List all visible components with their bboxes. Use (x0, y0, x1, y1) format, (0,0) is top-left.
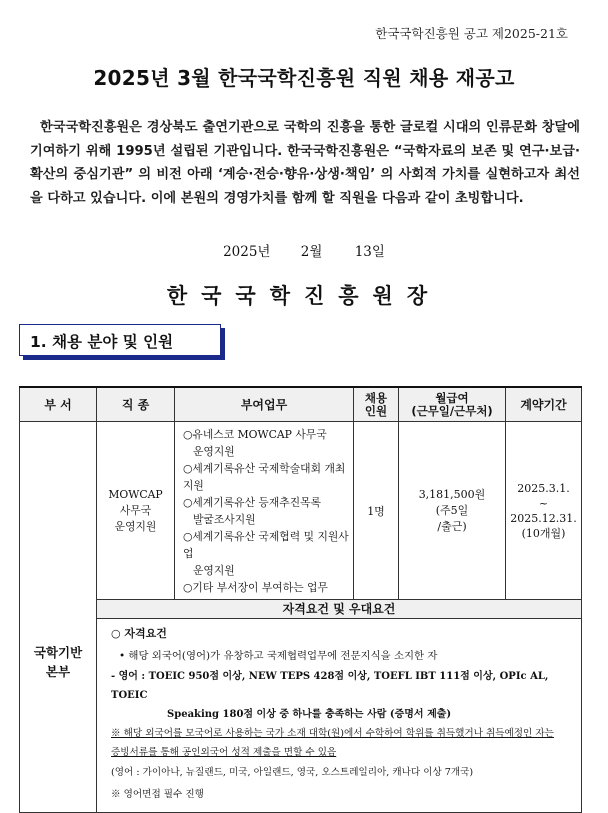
col-header-department: 부 서 (20, 387, 97, 422)
qualifications-body (97, 618, 581, 812)
cell-headcount: 1명 (354, 422, 399, 600)
exemption-note-line: 증빙서류를 통해 공인외국어 성적 제출을 면할 수 있음 (111, 747, 337, 758)
col-header-contract: 계약기간 (506, 387, 582, 422)
recruitment-table (19, 386, 582, 813)
cell-duties (175, 422, 354, 600)
qualification-section-title: ○ 자격요건 (111, 627, 167, 640)
section-heading-box (19, 324, 221, 356)
english-requirement-line: Speaking 180점 이상 중 하나를 충족하는 사람 (증명서 제출) (167, 709, 452, 720)
interview-note: ※ 영어면접 필수 진행 (111, 789, 204, 800)
english-requirement (111, 667, 571, 724)
col-header-duties: 부여업무 (175, 387, 354, 422)
duty-item: ○기타 부서장이 부여하는 업무 (183, 581, 328, 594)
duty-item: 발굴조사지원 (193, 513, 256, 526)
exemption-note-line: ※ 해당 외국어를 모국어로 사용하는 국가 소재 대학(원)에서 수학하여 학위를 취득했거나 취득예정인 자는 (111, 728, 554, 739)
qualifications-header: 자격요건 및 우대요건 (97, 600, 581, 618)
col-header-job-type: 직 종 (97, 387, 175, 422)
english-requirement-line: - 영어 : TOEIC 950점 이상, NEW TEPS 428점 이상, TOEFL IBT 111점 이상, OPIc AL, TOEIC (111, 671, 549, 701)
duty-item: ○유네스코 MOWCAP 사무국 (183, 428, 327, 441)
signer: 한국국학진흥원장 (166, 283, 442, 308)
country-list: (영어 : 가이아나, 뉴질랜드, 미국, 아일랜드, 영국, 오스트레일리아, 캐나다 이상 7개국) (111, 767, 474, 778)
date-month: 2월 (300, 244, 323, 260)
exemption-note (111, 724, 571, 762)
col-header-salary: 월급여 (근무일/근무처) (399, 387, 506, 422)
qualification-bullet: • 해당 외국어(영어)가 유창하고 국제협력업무에 전문지식을 소지한 자 (119, 650, 438, 662)
cell-contract: 2025.3.1. ~ 2025.12.31. (10개월) (506, 422, 582, 600)
col-header-headcount: 채용 인원 (354, 387, 399, 422)
duty-item: ○세계기록유산 국제협력 및 지원사업 (183, 530, 349, 560)
duty-item: ○세계기록유산 등재추진목록 (183, 496, 322, 509)
cell-job-type: MOWCAP 사무국 운영지원 (97, 422, 175, 600)
notice-number: 한국국학진흥원 공고 제2025-21호 (375, 26, 568, 41)
page-title: 2025년 3월 한국국학진흥원 직원 채용 재공고 (93, 66, 515, 90)
cell-department: 국학기반 본부 (20, 422, 97, 813)
qualifications-cell (97, 600, 582, 813)
duty-item: 운영지원 (193, 445, 235, 458)
duty-item: 운영지원 (193, 564, 235, 577)
intro-paragraph: 한국국학진흥원은 경상북도 출연기관으로 국학의 진흥을 통한 글로컬 시대의 인류문화 창달에 기여하기 위해 1995년 설립된 기관입니다. 한국국학진흥원은 “국학자료의 보존 및 연구·보급·확산의 중심기관” 의 비전 아래 ‘계승·전승·향유·상생·책임’ 의 사회적 가치를 실현하고자 최선을 다하고 있습니다. 이에 본원의 경영가치를 함께 할 직원을 다음과 같이 초빙합니다. (30, 120, 580, 206)
date-day: 13일 (354, 244, 385, 260)
duty-item: ○세계기록유산 국제학술대회 개최지원 (183, 462, 346, 492)
section-title: 1. 채용 분야 및 인원 (30, 333, 174, 351)
cell-salary: 3,181,500원 (주5일 /출근) (399, 422, 506, 600)
announcement-date (0, 240, 608, 260)
date-year: 2025년 (223, 244, 271, 260)
